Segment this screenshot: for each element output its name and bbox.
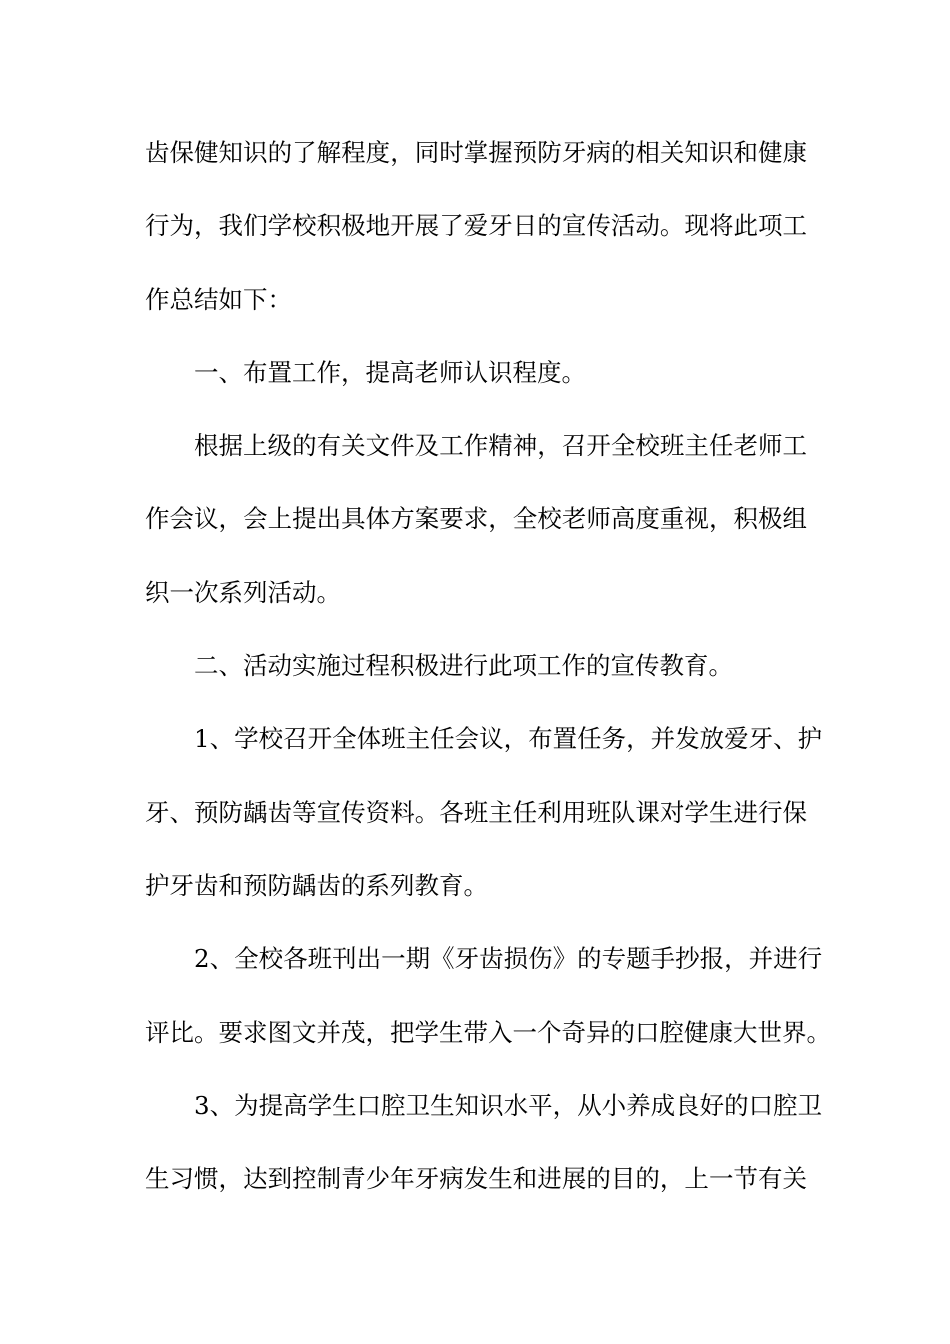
text-line-6: 作会议，会上提出具体方案要求，全校老师高度重视，积极组 bbox=[145, 504, 807, 534]
text-line-12: 2、全校各班刊出一期《牙齿损伤》的专题手抄报，并进行 bbox=[194, 944, 823, 974]
text-line-13: 评比。要求图文并茂，把学生带入一个奇异的口腔健康大世界。 bbox=[145, 1017, 831, 1047]
text-line-14: 3、为提高学生口腔卫生知识水平，从小养成良好的口腔卫 bbox=[194, 1090, 823, 1120]
text-line-9: 1、学校召开全体班主任会议，布置任务，并发放爱牙、护 bbox=[194, 724, 823, 754]
text-line-7: 织一次系列活动。 bbox=[145, 577, 341, 607]
text-line-5: 根据上级的有关文件及工作精神，召开全校班主任老师工 bbox=[194, 431, 807, 461]
document-body bbox=[145, 126, 831, 1225]
text-line-10: 牙、预防龋齿等宣传资料。各班主任利用班队课对学生进行保 bbox=[145, 797, 807, 827]
section-heading-1: 一、布置工作，提高老师认识程度。 bbox=[194, 357, 586, 387]
text-line-3: 作总结如下： bbox=[145, 284, 292, 314]
text-line-11: 护牙齿和预防龋齿的系列教育。 bbox=[145, 870, 488, 900]
text-line-2: 行为，我们学校积极地开展了爱牙日的宣传活动。现将此项工 bbox=[145, 211, 807, 241]
text-line-1: 齿保健知识的了解程度，同时掌握预防牙病的相关知识和健康 bbox=[145, 138, 807, 167]
section-heading-2: 二、活动实施过程积极进行此项工作的宣传教育。 bbox=[194, 651, 733, 681]
text-line-15: 生习惯，达到控制青少年牙病发生和进展的目的，上一节有关 bbox=[145, 1164, 807, 1194]
